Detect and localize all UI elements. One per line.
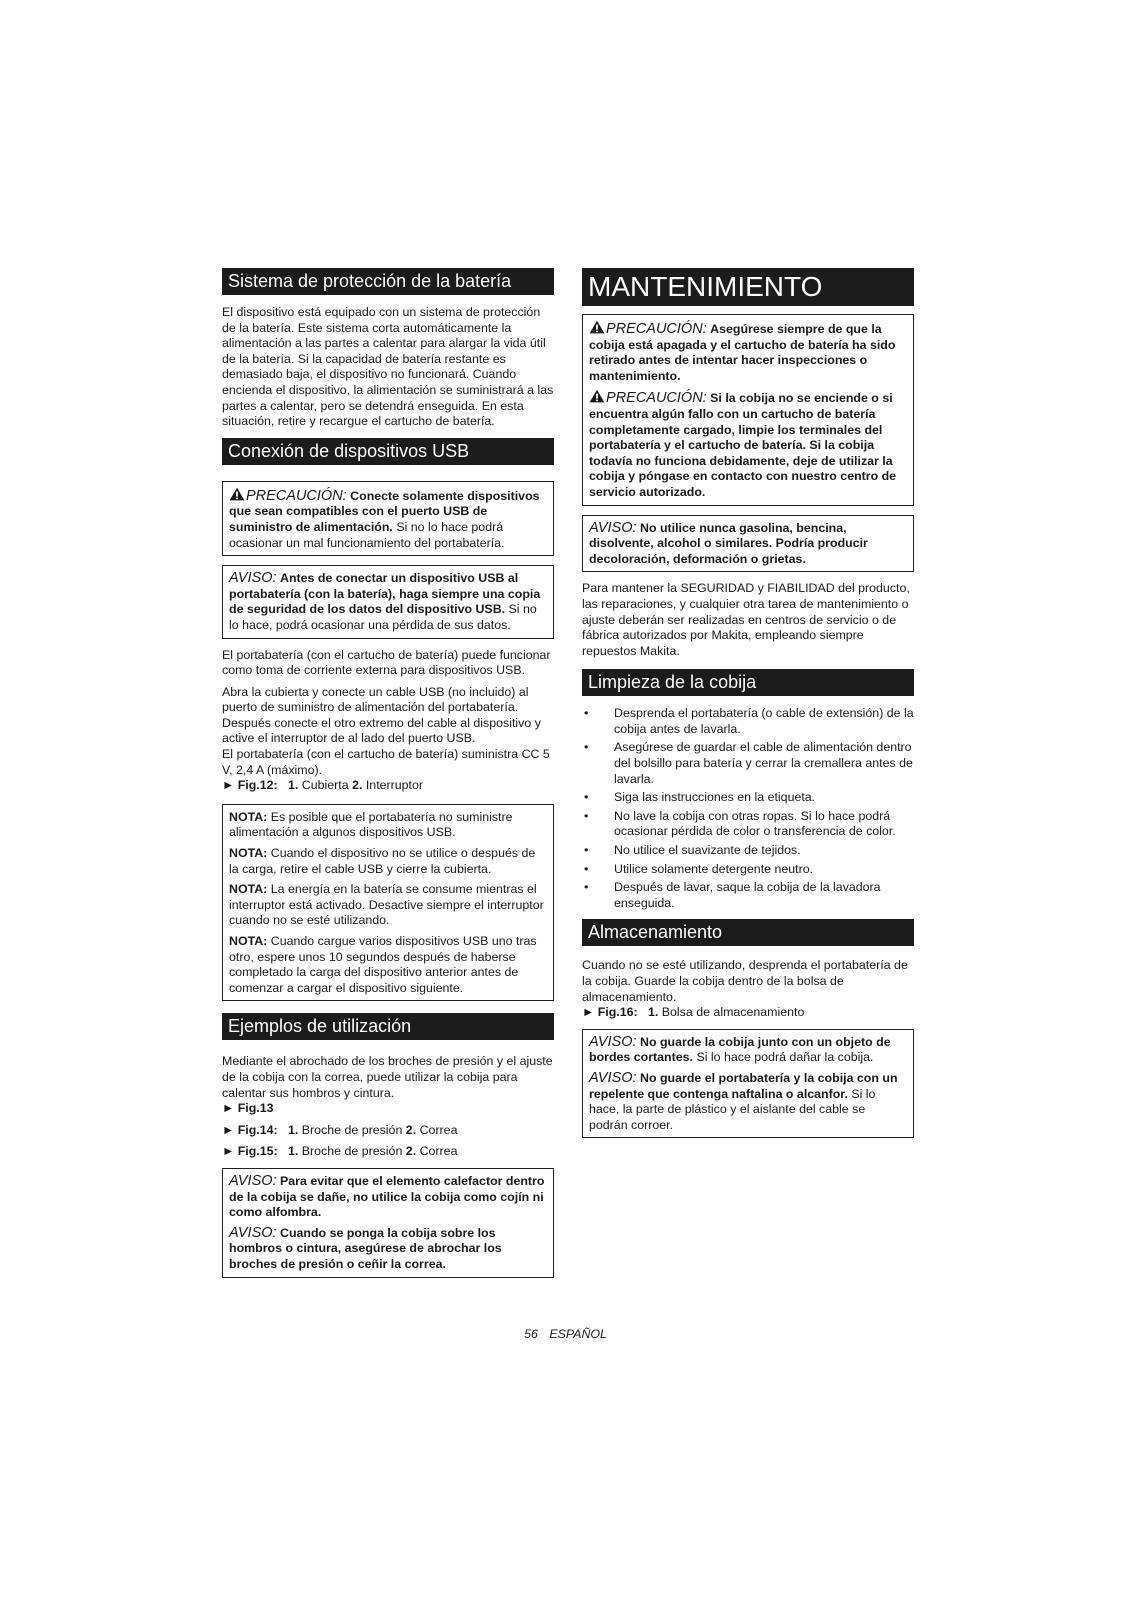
page-footer [0, 1327, 1131, 1341]
list-item-text: No lave la cobija con otras ropas. Si lo hace podrá ocasionar pérdida de color o transferencia de color. [614, 808, 896, 839]
notice-rest: Si lo hace, la parte de plástico y el aislante del cable se podrán corroer. [589, 1086, 876, 1132]
fig15-label: ► Fig.15: [222, 1144, 278, 1159]
list-item-text: Desprenda el portabatería (o cable de extensión) de la cobija antes de lavarla. [614, 706, 914, 736]
list-item [582, 740, 914, 787]
note-text: Cuando el dispositivo no se utilice o después de la carga, retire el cable USB y cierre la cubierta. [229, 846, 536, 876]
list-item [582, 843, 914, 859]
right-column [582, 268, 914, 1147]
almac-notice-box [582, 1029, 914, 1139]
fig15-n2: 2. [405, 1144, 417, 1159]
fig14-reference [222, 1123, 554, 1139]
warning-triangle-icon [229, 487, 245, 501]
caution-keyword: PRECAUCIÓN: [606, 321, 707, 337]
section-header-usb: Conexión de dispositivos USB [222, 438, 554, 465]
bullet: • [584, 740, 589, 755]
usb-notes-box [222, 804, 554, 1002]
usb-caution-box [222, 481, 554, 556]
fig12-label: ► Fig.12: [222, 778, 278, 793]
caution-keyword: PRECAUCIÓN: [246, 487, 347, 504]
almac-body: Cuando no se esté utilizando, desprenda el portabatería de la cobija. Guarde la cobija dentro de la bolsa de almacenamiento. [582, 958, 908, 1004]
mant-caution-box [582, 314, 914, 506]
fig14-n2: 2. [405, 1122, 417, 1137]
ejemplos-body: Mediante el abrochado de los broches de presión y el ajuste de la cobija con la correa, puede utilizar la cobija para calentar sus hombros y cintura. [222, 1054, 553, 1100]
list-item [582, 706, 914, 737]
bullet: • [584, 861, 589, 876]
page-number: 56 [524, 1327, 538, 1341]
mant-caution-1 [589, 320, 907, 384]
note-text: La energía en la batería se consume mientras el interruptor está activado. Desactive siempre el interruptor cuando no se esté utilizando. [229, 882, 544, 928]
note-1 [229, 810, 547, 841]
usb-paragraph-3: El portabatería (con el cartucho de batería) suministra CC 5 V, 2,4 A (máximo). [222, 747, 550, 777]
list-item [582, 862, 914, 878]
usb-notice [229, 571, 547, 633]
fig14-n1: 1. [287, 1122, 299, 1137]
mant-body: Para mantener la SEGURIDAD y FIABILIDAD del producto, las reparaciones, y cualquier otra tarea de mantenimiento o ajuste deberán ser realizadas en centros de servicio o de fábrica autorizados por Makita, empleando siempre repuestos Makita. [582, 581, 910, 658]
warning-triangle-icon [589, 320, 605, 334]
section-header-mantenimiento: MANTENIMIENTO [582, 268, 914, 306]
footer-language: ESPAÑOL [549, 1327, 607, 1341]
warning-triangle-icon [589, 389, 605, 403]
mant-notice [589, 521, 907, 568]
bullet: • [584, 706, 589, 721]
ejemplos-notice-2 [229, 1226, 547, 1273]
bullet: • [584, 880, 589, 895]
notice-keyword: AVISO: [589, 1069, 637, 1086]
fig12-t1: Cubierta [301, 778, 349, 793]
usb-paragraph-2: Abra la cubierta y conecte un cable USB (no incluido) al puerto de suministro de alimentación del portabatería. Después conecte el otro extremo del cable al dispositivo y active el interruptor de al lado del puerto USB. [222, 684, 541, 746]
notice-keyword: AVISO: [589, 1033, 637, 1050]
bateria-body: El dispositivo está equipado con un sistema de protección de la batería. Este sistema corta automáticamente la alimentación a las partes a calentar para alargar la vida útil de la batería. Si la capacidad de batería restante es demasiado baja, el dispositivo no funcionará. Cuando encienda el dispositivo, la alimentación se suministrará a las partes a calentar, pero se detendrá enseguida. En esta situación, retire y recargue el cartucho de batería. [222, 305, 554, 429]
caution-bold: Conecte solamente dispositivos que sean compatibles con el puerto USB de suministro de alimentación. [229, 488, 540, 534]
usb-caution [229, 487, 547, 551]
notice-bold: No guarde el portabatería y la cobija con un repelente que contenga naftalina o alcanfor. [589, 1070, 898, 1101]
mant-caution-2 [589, 389, 907, 500]
notice-keyword: AVISO: [229, 570, 277, 587]
note-3 [229, 882, 547, 929]
notice-bold: No utilice nunca gasolina, bencina, disolvente, alcohol o similares. Podría producir decoloración, deformación o grietas. [589, 520, 868, 566]
fig16-t1: Bolsa de almacenamiento [661, 1005, 805, 1020]
note-keyword: NOTA: [229, 846, 268, 861]
list-item-text: Después de lavar, saque la cobija de la lavadora enseguida. [614, 880, 881, 910]
fig12-reference [222, 778, 554, 794]
notice-keyword: AVISO: [229, 1224, 277, 1241]
note-4 [229, 934, 547, 996]
bullet: • [584, 808, 589, 823]
almac-notice-2 [589, 1071, 907, 1133]
limpieza-list [582, 706, 914, 911]
ejemplos-notice-box [222, 1168, 554, 1278]
fig12-n2: 2. [352, 778, 363, 793]
fig14-t2: Correa [419, 1122, 458, 1137]
fig12-n1: 1. [287, 778, 299, 793]
usb-paragraph-1: El portabatería (con el cartucho de batería) puede funcionar como toma de corriente externa para dispositivos USB. [222, 647, 551, 678]
list-item [582, 809, 914, 840]
fig15-t2: Correa [419, 1144, 458, 1159]
usb-notice-box [222, 565, 554, 638]
list-item-text: Asegúrese de guardar el cable de alimentación dentro del bolsillo para batería y cerrar la cremallera antes de lavarla. [614, 740, 913, 786]
mant-notice-box [582, 515, 914, 573]
bullet: • [584, 790, 589, 805]
bullet: • [584, 843, 589, 858]
section-header-ejemplos: Ejemplos de utilización [222, 1013, 554, 1040]
caution-bold: Asegúrese siempre de que la cobija está apagada y el cartucho de batería ha sido retirado antes de intentar hacer inspecciones o mantenimiento. [589, 322, 896, 383]
fig14-t1: Broche de presión [301, 1122, 403, 1137]
fig15-reference [222, 1144, 554, 1160]
list-item-text: Siga las instrucciones en la etiqueta. [614, 790, 816, 805]
list-item-text: Utilice solamente detergente neutro. [614, 861, 814, 876]
fig14-label: ► Fig.14: [222, 1122, 278, 1137]
note-keyword: NOTA: [229, 934, 268, 948]
notice-bold: No guarde la cobija junto con un objeto de bordes cortantes. [589, 1034, 891, 1065]
notice-bold: Cuando se ponga la cobija sobre los hombros o cintura, asegúrese de abrochar los broches de presión o ceñir la correa. [229, 1225, 502, 1271]
left-column [222, 268, 554, 1287]
caution-rest: Si no lo hace podrá ocasionar un mal funcionamiento del portabatería. [229, 519, 505, 550]
section-header-almacenamiento: Almacenamiento [582, 919, 914, 946]
almac-notice-1 [589, 1035, 907, 1066]
fig16-reference [582, 1005, 914, 1021]
notice-bold: Antes de conectar un dispositivo USB al portabatería (con la batería), haga siempre una copia de seguridad de los datos del dispositivo USB. [229, 571, 541, 617]
list-item [582, 880, 914, 911]
fig15-n1: 1. [287, 1144, 299, 1159]
notice-rest: Si no lo hace, podrá ocasionar una pérdida de sus datos. [229, 602, 537, 632]
fig15-t1: Broche de presión [301, 1144, 403, 1159]
list-item [582, 790, 914, 806]
section-header-limpieza: Limpieza de la cobija [582, 669, 914, 696]
fig13-label: ► Fig.13 [222, 1101, 274, 1116]
notice-rest: Si lo hace podrá dañar la cobija. [696, 1050, 874, 1065]
note-text: Es posible que el portabatería no suministre alimentación a algunos dispositivos USB. [229, 809, 513, 840]
ejemplos-notice-1 [229, 1174, 547, 1221]
fig13-reference [222, 1101, 554, 1117]
section-header-bateria: Sistema de protección de la batería [222, 268, 554, 295]
notice-keyword: AVISO: [589, 519, 637, 536]
caution-bold: Si la cobija no se enciende o si encuentra algún fallo con un cartucho de batería completamente cargado, limpie los terminales del portabatería y el cartucho de batería. Si la cobija todavía no funciona debidamente, deje de utilizar la cobija y póngase en contacto con nuestro centro de servicio autorizado. [589, 391, 897, 499]
notice-bold: Para evitar que el elemento calefactor dentro de la cobija se dañe, no utilice la cobija como cojín ni como alfombra. [229, 1173, 545, 1220]
note-keyword: NOTA: [229, 809, 268, 824]
notice-keyword: AVISO: [229, 1172, 277, 1189]
note-2 [229, 846, 547, 877]
fig16-label: ► Fig.16: [582, 1005, 638, 1020]
list-item-text: No utilice el suavizante de tejidos. [614, 843, 801, 858]
note-keyword: NOTA: [229, 882, 268, 897]
fig12-t2: Interruptor [365, 778, 424, 793]
note-text: Cuando cargue varios dispositivos USB uno tras otro, espere unos 10 segundos después de haberse completado la carga del dispositivo anterior antes de comenzar a cargar el dispositivo siguiente. [229, 934, 537, 995]
fig16-n1: 1. [647, 1005, 659, 1020]
caution-keyword: PRECAUCIÓN: [606, 390, 707, 407]
